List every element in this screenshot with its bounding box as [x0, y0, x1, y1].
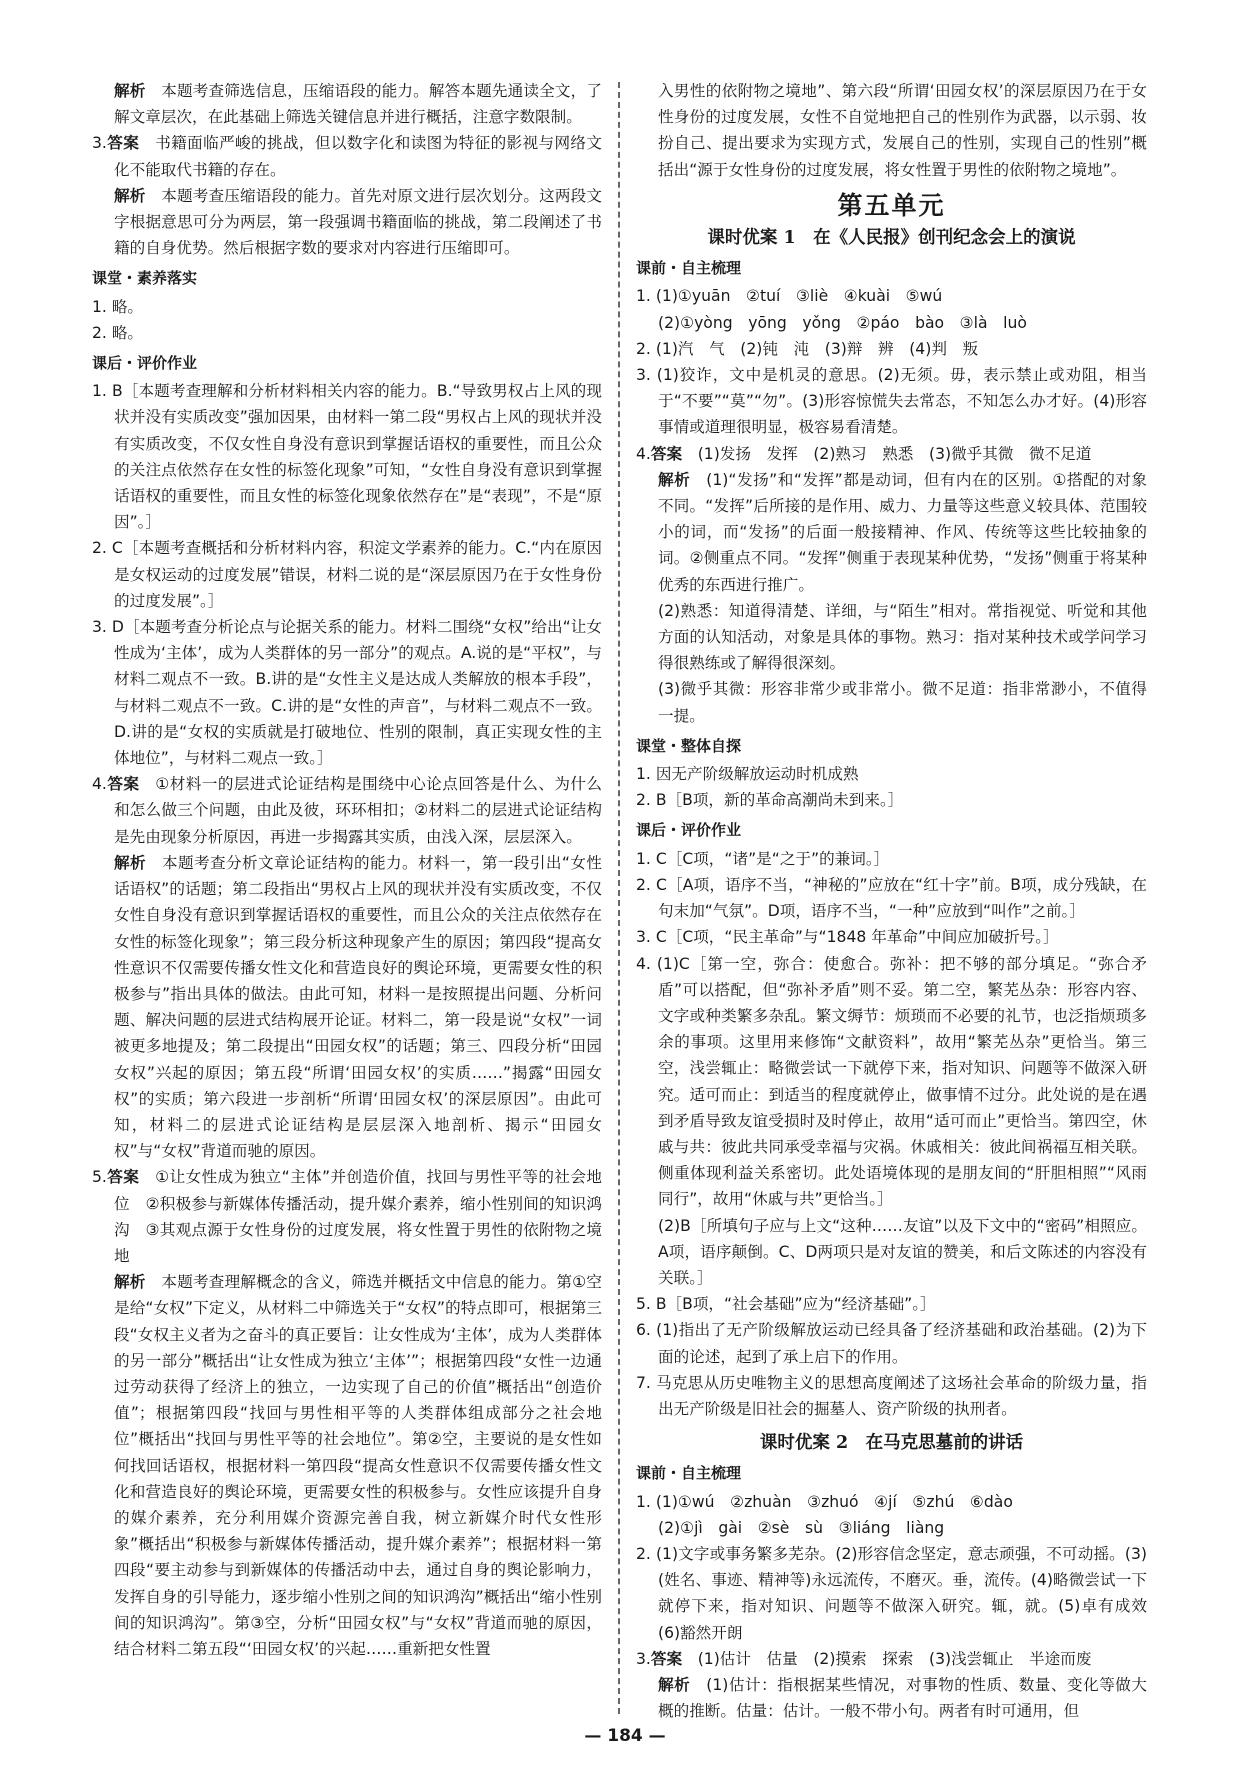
answer-label: 答案 — [650, 444, 683, 463]
list-item: 2. (1)汽 气 (2)钝 沌 (3)辩 辨 (4)判 叛 — [636, 339, 979, 358]
paragraph-text: 本题考查压缩语段的能力。首先对原文进行层次划分。这两段文字根据意思可分为两层，第一段强调书籍面临的挑战，第二段阐述了书籍的自身优势。然后根据字数的要求对内容进行压缩即可。 — [114, 186, 602, 258]
list-item: 2. C［本题考查概括和分析材料内容，积淀文学素养的能力。C.“内在原因是女权运动的过度发展”错误，材料二说的是“深层原因乃在于女性身份的过度发展”。］ — [92, 539, 602, 610]
paragraph: (2)①yòng yōng yǒng ②páo bào ③là luò — [658, 313, 1027, 332]
paragraph-text: 本题考查理解概念的含义，筛选并概括文中信息的能力。第①空是给“女权”下定义，从材料二中筛选关于“女权”的特点即可，根据第三段“女权主义者为之奋斗的真正要旨：让女性成为‘主体’，成为人类群体的另一部分”概括出“让女性成为独立‘主体’”；根据第四段“女性一边通过劳动获得了经济上的独立，一边实现了自己的价值”概括出“创造价值”；根据第四段“找回与男性相平等的人类群体组成部分之社会地位”概括出“找回与男性平等的社会地位”。第②空，主要说的是女性如何找回话语权，根据材料一第四段“提高女性意识不仅需要传播女性文化和营造良好的舆论环境，更需要女性的积极参与。女性应该提升自身的媒介素养，充分利用媒介资源完善自我，树立新媒介时代女性形象”概括出“积极参与新媒体传播活动，提升媒介素养”；根据材料一第四段“要主动参与到新媒体的传播活动中去，通过自身的舆论影响力，发挥自身的引导能力，逐步缩小性别之间的知识鸿沟”概括出“缩小性别间的知识鸿沟”。第③空，分析“田园女权”与“女权”背道而驰的原因，结合材料二第五段“‘田园女权’的兴起……重新把女性置 — [114, 1273, 602, 1658]
analysis-paragraph — [636, 1672, 1147, 1724]
paragraph: (2)B［所填句子应与上文“这种……友谊”以及下文中的“密码”相照应。A项，语序颠倒。C、D两项只是对友谊的赞美，和后文陈述的内容没有关联。］ — [658, 1216, 1147, 1287]
analysis-paragraph — [92, 1269, 602, 1662]
list-item: 7. 马克思从历史唯物主义的思想高度阐述了这场社会革命的阶级力量，指出无产阶级是旧社会的掘墓人、资产阶级的执刑者。 — [636, 1373, 1147, 1418]
list-item: 6. (1)指出了无产阶级解放运动已经具备了经济基础和政治基础。(2)为下面的论述，起到了承上启下的作用。 — [636, 1321, 1147, 1366]
paragraph-text: ①材料一的层进式论证结构是围绕中心论点回答是什么、为什么和怎么做三个问题，由此及彼，环环相扣；②材料二的层进式论证结构是先由现象分析原因，再进一步揭露其实质，由浅入深，层层深入。 — [114, 775, 602, 846]
column-divider — [618, 82, 620, 1714]
list-item: 1. (1)①yuān ②tuí ③liè ④kuài ⑤wú — [636, 287, 943, 306]
analysis-paragraph — [92, 78, 602, 130]
list-item: 2. C［A项，语序不当，“神秘的”应放在“红十字”前。B项，成分残缺，在句末加“气氛”。D项，语序不当，“一种”应放到“叫作”之前。］ — [636, 875, 1147, 921]
list-item: 3. D［本题考查分析论点与论据关系的能力。材料二围绕“女权”给出“让女性成为‘主体’，成为人类群体的另一部分”的观点。A.说的是“平权”，与材料二观点不一致。B.讲的是“女性主义是达成人类解放的根本手段”，与材料二观点不一致。C.讲的是“女性的声音”，与材料二观点不一致。D.讲的是“女权的实质就是打破地位、性别的限制，真正实现女性的主体地位”，与材料二观点一致。］ — [92, 618, 602, 768]
paragraph-text: (1)“发扬”和“发挥”都是动词，但有内在的区别。①搭配的对象不同。“发挥”后所接的是作用、威力、力量等这些意义较具体、范围较小的词，而“发扬”的后面一般接精神、作风、传统等这些比较抽象的词。②侧重点不同。“发挥”侧重于表现某种优势，“发扬”侧重于将某种优秀的东西进行推广。 — [658, 470, 1147, 594]
answer-item: 3.答案 书籍面临严峻的挑战，但以数字化和读图为特征的影视与网络文化不能取代书籍的存在。 — [92, 134, 602, 179]
paragraph-text: 本题考查筛选信息，压缩语段的能力。解答本题先通读全文，了解文章层次，在此基础上筛选关键信息并进行概括，注意字数限制。 — [114, 82, 602, 127]
analysis-paragraph — [92, 850, 602, 1164]
left-column — [92, 78, 602, 1662]
paragraph: 入男性的依附物之境地”、第六段“所谓‘田园女权’的深层原因乃在于女性身份的过度发展，女性不自觉地把自己的性别作为武器，以示弱、妆扮自己、提出要求为实现方式，发展自己的性别，实现自己的性别”概括出“源于女性身份的过度发展，将女性置于男性的依附物之境地”。 — [658, 82, 1147, 179]
list-item: 4. (1)C［第一空，弥合：使愈合。弥补：把不够的部分填足。“弥合矛盾”可以搭配，但“弥补矛盾”则不妥。第二空，繁芜丛杂：形容内容、文字或种类繁多杂乱。繁文缛节：烦琐而不必要的礼节，也泛指烦琐多余的事项。这里用来修饰“文献资料”，故用“繁芜丛杂”更恰当。第三空，浅尝辄止：略微尝试一下就停下来，指对知识、问题等不做深入研究。适可而止：到适当的程度就停止，做事情不过分。此处说的是在遇到矛盾导致友谊受损时及时停止，故用“适可而止”更恰当。第四空，休戚与共：彼此共同承受幸福与灾祸。休戚相关：彼此间祸福互相关联。侧重体现利益关系密切。此处语境体现的是朋友间的“肝胆相照”“风雨同行”，故用“休戚与共”更恰当。］ — [636, 954, 1147, 1209]
section-heading: 课前・自主梳理 — [636, 1464, 742, 1483]
analysis-label: 解析 — [658, 1675, 691, 1694]
lesson-1-title: 课时优案 1 在《人民报》创刊纪念会上的演说 — [707, 228, 1076, 249]
analysis-label: 解析 — [658, 470, 691, 489]
answer-label: 答案 — [106, 775, 140, 794]
list-item: 3. C［C项，“民主革命”与“1848 年革命”中间应加破折号。］ — [636, 928, 1059, 947]
list-item: 1. (1)①wú ②zhuàn ③zhuó ④jí ⑤zhú ⑥dào — [636, 1492, 1013, 1511]
analysis-paragraph — [636, 467, 1147, 598]
answer-label: 答案 — [650, 1649, 683, 1668]
list-item: 3. (1)狡诈，文中是机灵的意思。(2)无须。毋，表示禁止或劝阻，相当于“不要”“莫”“勿”。(3)形容惊慌失去常态，不知怎么办才好。(4)形容事情或道理很明显，极容易看清楚。 — [636, 366, 1147, 437]
list-item: 2. (1)文字或事务繁多芜杂。(2)形容信念坚定，意志顽强，不可动摇。(3)(姓名、事迹、精神等)永远流传，不磨灭。垂，流传。(4)略微尝试一下就停下来，指对知识、问题等不做深入研究。辄，就。(5)卓有成效 (6)豁然开朗 — [636, 1544, 1163, 1642]
section-heading: 课后・评价作业 — [92, 354, 198, 373]
list-item: 1. B［本题考查理解和分析材料相关内容的能力。B.“导致男权占上风的现状并没有实质改变”强加因果，由材料一第二段“男权占上风的现状并没有实质改变，不仅女性自身没有意识到掌握话语权的重要性，而且公众的关注点依然存在女性的标签化现象”可知，“女性自身没有意识到掌握话语权的重要性，而且女性的标签化现象依然存在”是“表现”，不是“原因”。］ — [92, 382, 602, 532]
list-item: 2. B［B项，新的革命高潮尚未到来。］ — [636, 791, 904, 810]
section-heading: 课堂・整体自探 — [636, 736, 742, 755]
lesson-1-content — [636, 255, 1147, 1422]
analysis-label: 解析 — [114, 186, 146, 205]
analysis-label: 解析 — [114, 82, 146, 100]
right-column — [636, 78, 1163, 1724]
answer-item: 4.答案 ①材料一的层进式论证结构是围绕中心论点回答是什么、为什么和怎么做三个问题，由此及彼，环环相扣；②材料二的层进式论证结构是先由现象分析原因，再进一步揭露其实质，由浅入深，层层深入。 — [92, 775, 602, 846]
paragraph-text: ①让女性成为独立“主体”并创造价值，找回与男性平等的社会地位 ②积极参与新媒体传播活动，提升媒介素养，缩小性别间的知识鸿沟 ③其观点源于女性身份的过度发展，将女性置于男性的依附物之境地 — [114, 1168, 602, 1265]
paragraph-text: (1)发扬 发挥 (2)熟习 熟悉 (3)微乎其微 微不足道 — [682, 444, 1092, 463]
section-heading: 课后・评价作业 — [636, 821, 742, 840]
list-item: 2. 略。 — [92, 323, 144, 342]
list-item: 5. B［B项，“社会基础”应为“经济基础”。］ — [636, 1295, 936, 1314]
paragraph-text: 本题考查分析文章论证结构的能力。材料一，第一段引出“女性话语权”的话题；第二段指出“男权占上风的现状并没有实质改变，不仅女性自身没有意识到掌握话语权的重要性，而且公众的关注点依然存在女性的标签化现象”；第三段分析这种现象产生的原因；第四段“提高女性意识不仅需要传播女性文化和营造良好的舆论环境，更需要女性的积极参与”指出具体的做法。由此可知，材料一是按照提出问题、分析问题、解决问题的层进式结构展开论证。材料二，第一段是说“女权”一词被更多地提及；第二段提出“田园女权”的话题；第三、四段分析“田园女权”兴起的原因；第五段“所谓‘田园女权’的实质……”揭露“田园女权”的实质；第六段进一步剖析“所谓‘田园女权’的深层原因”。由此可知，材料二的层进式论证结构是层层深入地剖析、揭示“田园女权”与“女权”背道而驰的原因。 — [114, 853, 602, 1161]
lesson-2-content — [636, 1460, 1163, 1724]
paragraph-text: (1)估计 估量 (2)摸索 探索 (3)浅尝辄止 半途而废 — [682, 1649, 1092, 1668]
paragraph: (3)微乎其微：形容非常少或非常小。微不足道：指非常渺小，不值得一提。 — [658, 680, 1147, 725]
list-item: 1. C［C项，“诸”是“之于”的兼词。］ — [636, 849, 890, 868]
answer-label: 答案 — [106, 134, 140, 153]
analysis-paragraph — [92, 183, 602, 262]
paragraph-text: 书籍面临严峻的挑战，但以数字化和读图为特征的影视与网络文化不能取代书籍的存在。 — [114, 134, 602, 179]
unit-title: 第五单元 — [837, 190, 946, 220]
answer-item: 3.答案 (1)估计 估量 (2)摸索 探索 (3)浅尝辄止 半途而废 — [636, 1649, 1092, 1668]
list-item: 1. 略。 — [92, 297, 144, 316]
paragraph: (2)①jì gài ②sè sù ③liáng liàng — [658, 1518, 945, 1537]
paragraph: (2)熟悉：知道得清楚、详细，与“陌生”相对。常指视觉、听觉和其他方面的认知活动，对象是具体的事物。熟习：指对某种技术或学问学习得很熟练或了解得很深刻。 — [658, 601, 1147, 673]
section-heading: 课堂・素养落实 — [92, 269, 198, 288]
analysis-label: 解析 — [114, 1273, 146, 1292]
answer-item: 5.答案 ①让女性成为独立“主体”并创造价值，找回与男性平等的社会地位 ②积极参与新媒体传播活动，提升媒介素养，缩小性别间的知识鸿沟 ③其观点源于女性身份的过度发展，将女性置于男性的依附物之境地 — [92, 1168, 602, 1265]
section-heading: 课前・自主梳理 — [636, 259, 742, 278]
answer-item: 4.答案 (1)发扬 发挥 (2)熟习 熟悉 (3)微乎其微 微不足道 — [636, 444, 1092, 463]
list-item: 1. 因无产阶级解放运动时机成熟 — [636, 765, 859, 784]
answer-label: 答案 — [106, 1168, 140, 1187]
paragraph-text: (1)估计：指根据某些情况，对事物的性质、数量、变化等做大概的推断。估量：估计。一般不带小句。两者有时可通用，但 — [658, 1675, 1147, 1721]
lesson-2-title: 课时优案 2 在马克思墓前的讲话 — [759, 1433, 1024, 1454]
analysis-label: 解析 — [114, 853, 146, 872]
continued-analysis — [636, 78, 1147, 183]
page-number: — 184 — — [584, 1726, 666, 1746]
